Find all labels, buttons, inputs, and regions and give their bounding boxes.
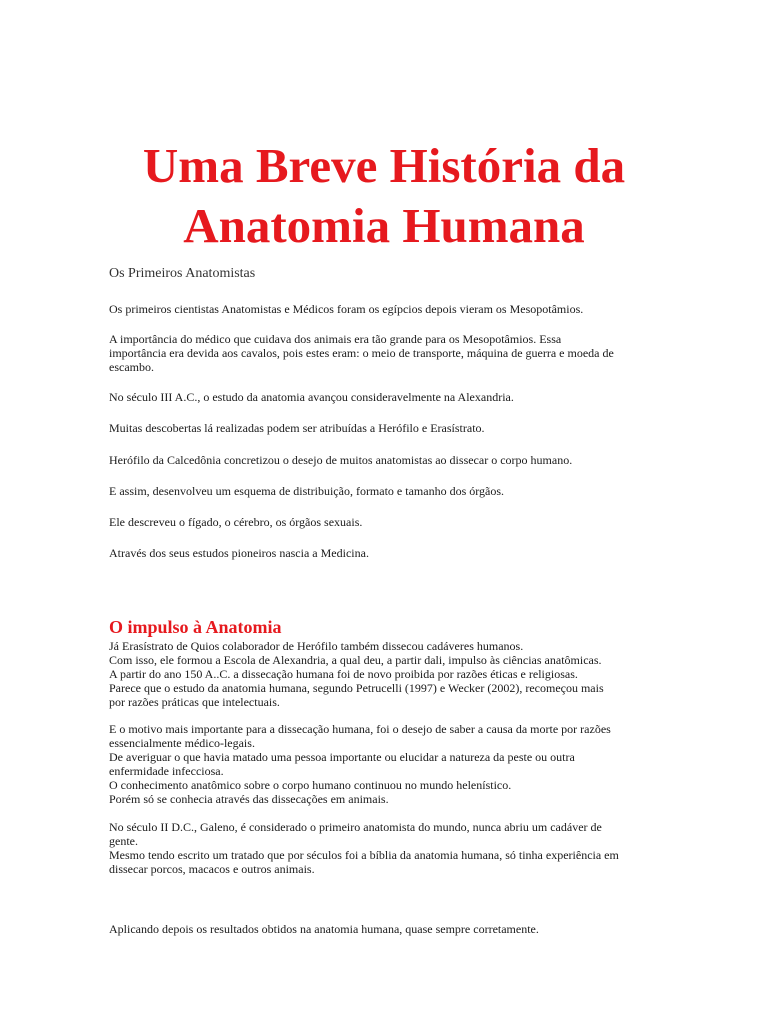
page-title <box>40 136 728 256</box>
paragraph-line: O conhecimento anatômico sobre o corpo humano continuou no mundo helenístico. <box>109 778 512 792</box>
section-subtitle: Os Primeiros Anatomistas <box>109 266 256 281</box>
paragraph-line: Os primeiros cientistas Anatomistas e Médicos foram os egípcios depois vieram os Mesopotâmios. <box>109 302 584 316</box>
paragraph-line: dissecar porcos, macacos e outros animais. <box>109 862 315 876</box>
paragraph-line: importância era devida aos cavalos, pois estes eram: o meio de transporte, máquina de guerra e moeda de <box>109 346 614 360</box>
paragraph-1 <box>109 302 669 316</box>
final-paragraph <box>109 922 669 936</box>
section-block-3 <box>109 820 669 876</box>
paragraph-line: Porém só se conhecia através das dissecações em animais. <box>109 792 389 806</box>
paragraph-line: Mesmo tendo escrito um tratado que por séculos foi a bíblia da anatomia humana, só tinha experiência em <box>109 848 619 862</box>
paragraph-line: Parece que o estudo da anatomia humana, segundo Petrucelli (1997) e Wecker (2002), recomeçou mais <box>109 681 604 695</box>
paragraph-line: No século III A.C., o estudo da anatomia avançou consideravelmente na Alexandria. <box>109 390 514 404</box>
paragraph-line: E assim, desenvolveu um esquema de distribuição, formato e tamanho dos órgãos. <box>109 484 505 498</box>
paragraph-line: Ele descreveu o fígado, o cérebro, os órgãos sexuais. <box>109 515 363 529</box>
paragraph-3 <box>109 390 669 404</box>
paragraph-line: E o motivo mais importante para a dissecação humana, foi o desejo de saber a causa da morte por razões <box>109 722 611 736</box>
paragraph-line: Muitas descobertas lá realizadas podem ser atribuídas a Herófilo e Erasístrato. <box>109 421 485 435</box>
paragraph-line: Herófilo da Calcedônia concretizou o desejo de muitos anatomistas ao dissecar o corpo humano. <box>109 453 573 467</box>
section-block-2 <box>109 722 669 806</box>
paragraph-2 <box>109 332 669 374</box>
paragraph-line: A importância do médico que cuidava dos animais era tão grande para os Mesopotâmios. Essa <box>109 332 562 346</box>
paragraph-line: A partir do ano 150 A..C. a dissecação humana foi de novo proibida por razões éticas e religiosas. <box>109 667 578 681</box>
paragraph-line: De averiguar o que havia matado uma pessoa importante ou elucidar a natureza da peste ou outra <box>109 750 575 764</box>
title-line-1: Uma Breve História da <box>142 138 626 193</box>
paragraph-line: Com isso, ele formou a Escola de Alexandria, a qual deu, a partir dali, impulso às ciências anatômicas. <box>109 653 602 667</box>
paragraph-6 <box>109 484 669 498</box>
paragraph-line: gente. <box>109 834 138 848</box>
paragraph-line: essencialmente médico-legais. <box>109 736 255 750</box>
paragraph-5 <box>109 453 669 467</box>
paragraph-7 <box>109 515 669 529</box>
paragraph-line: escambo. <box>109 360 154 374</box>
paragraph-line: Aplicando depois os resultados obtidos na anatomia humana, quase sempre corretamente. <box>109 922 539 936</box>
paragraph-line: Já Erasístrato de Quios colaborador de Herófilo também dissecou cadáveres humanos. <box>109 639 524 653</box>
paragraph-8 <box>109 546 669 560</box>
paragraph-line: enfermidade infecciosa. <box>109 764 224 778</box>
section-heading: O impulso à Anatomia <box>109 617 282 637</box>
paragraph-4 <box>109 421 669 435</box>
paragraph-line: No século II D.C., Galeno, é considerado o primeiro anatomista do mundo, nunca abriu um cadáver de <box>109 820 602 834</box>
section-block-1 <box>109 639 669 709</box>
title-line-2: Anatomia Humana <box>183 198 585 253</box>
paragraph-line: Através dos seus estudos pioneiros nascia a Medicina. <box>109 546 369 560</box>
paragraph-line: por razões práticas que intelectuais. <box>109 695 280 709</box>
